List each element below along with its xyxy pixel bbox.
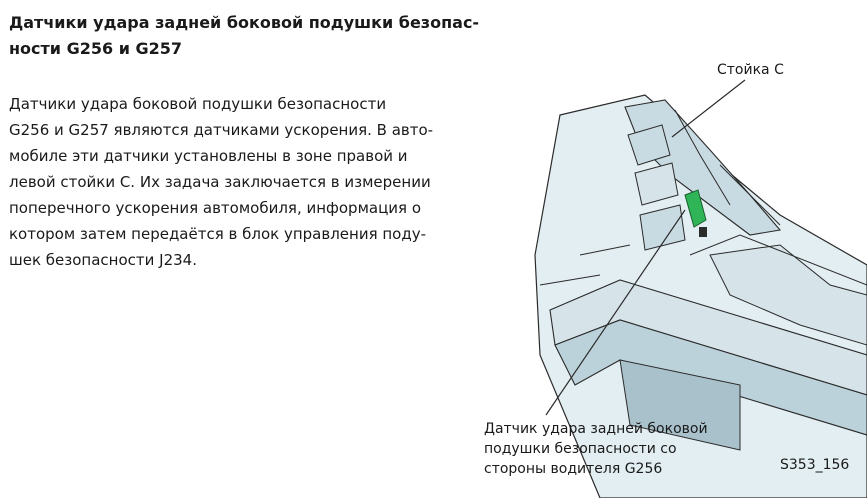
caption-line-3: стороны водителя G256	[484, 461, 663, 477]
paragraph-line-1: Датчики удара боковой подушки безопасности	[9, 95, 387, 113]
paragraph-line-3: мобиле эти датчики установлены в зоне правой и	[9, 147, 408, 165]
paragraph-line-2: G256 и G257 являются датчиками ускорения. В авто-	[9, 121, 434, 139]
paragraph-line-7: шек безопасности J234.	[9, 251, 197, 269]
description-paragraph	[9, 91, 439, 273]
heading-line-1: Датчики удара задней боковой подушки безопас-	[9, 13, 480, 32]
caption-line-2: подушки безопасности со	[484, 441, 677, 457]
sensor-connector	[699, 227, 707, 237]
caption-line-1: Датчик удара задней боковой	[484, 421, 708, 437]
figure-id: S353_156	[780, 457, 850, 473]
figure-caption	[484, 419, 708, 479]
pillar-leader-line	[672, 80, 745, 137]
paragraph-line-6: котором затем передаётся в блок управления поду-	[9, 225, 427, 243]
paragraph-line-4: левой стойки C. Их задача заключается в измерении	[9, 173, 431, 191]
paragraph-line-5: поперечного ускорения автомобиля, информация о	[9, 199, 422, 217]
heading-line-2: ности G256 и G257	[9, 39, 182, 58]
pillar-label: Стойка C	[717, 62, 784, 78]
section-heading	[9, 10, 480, 62]
